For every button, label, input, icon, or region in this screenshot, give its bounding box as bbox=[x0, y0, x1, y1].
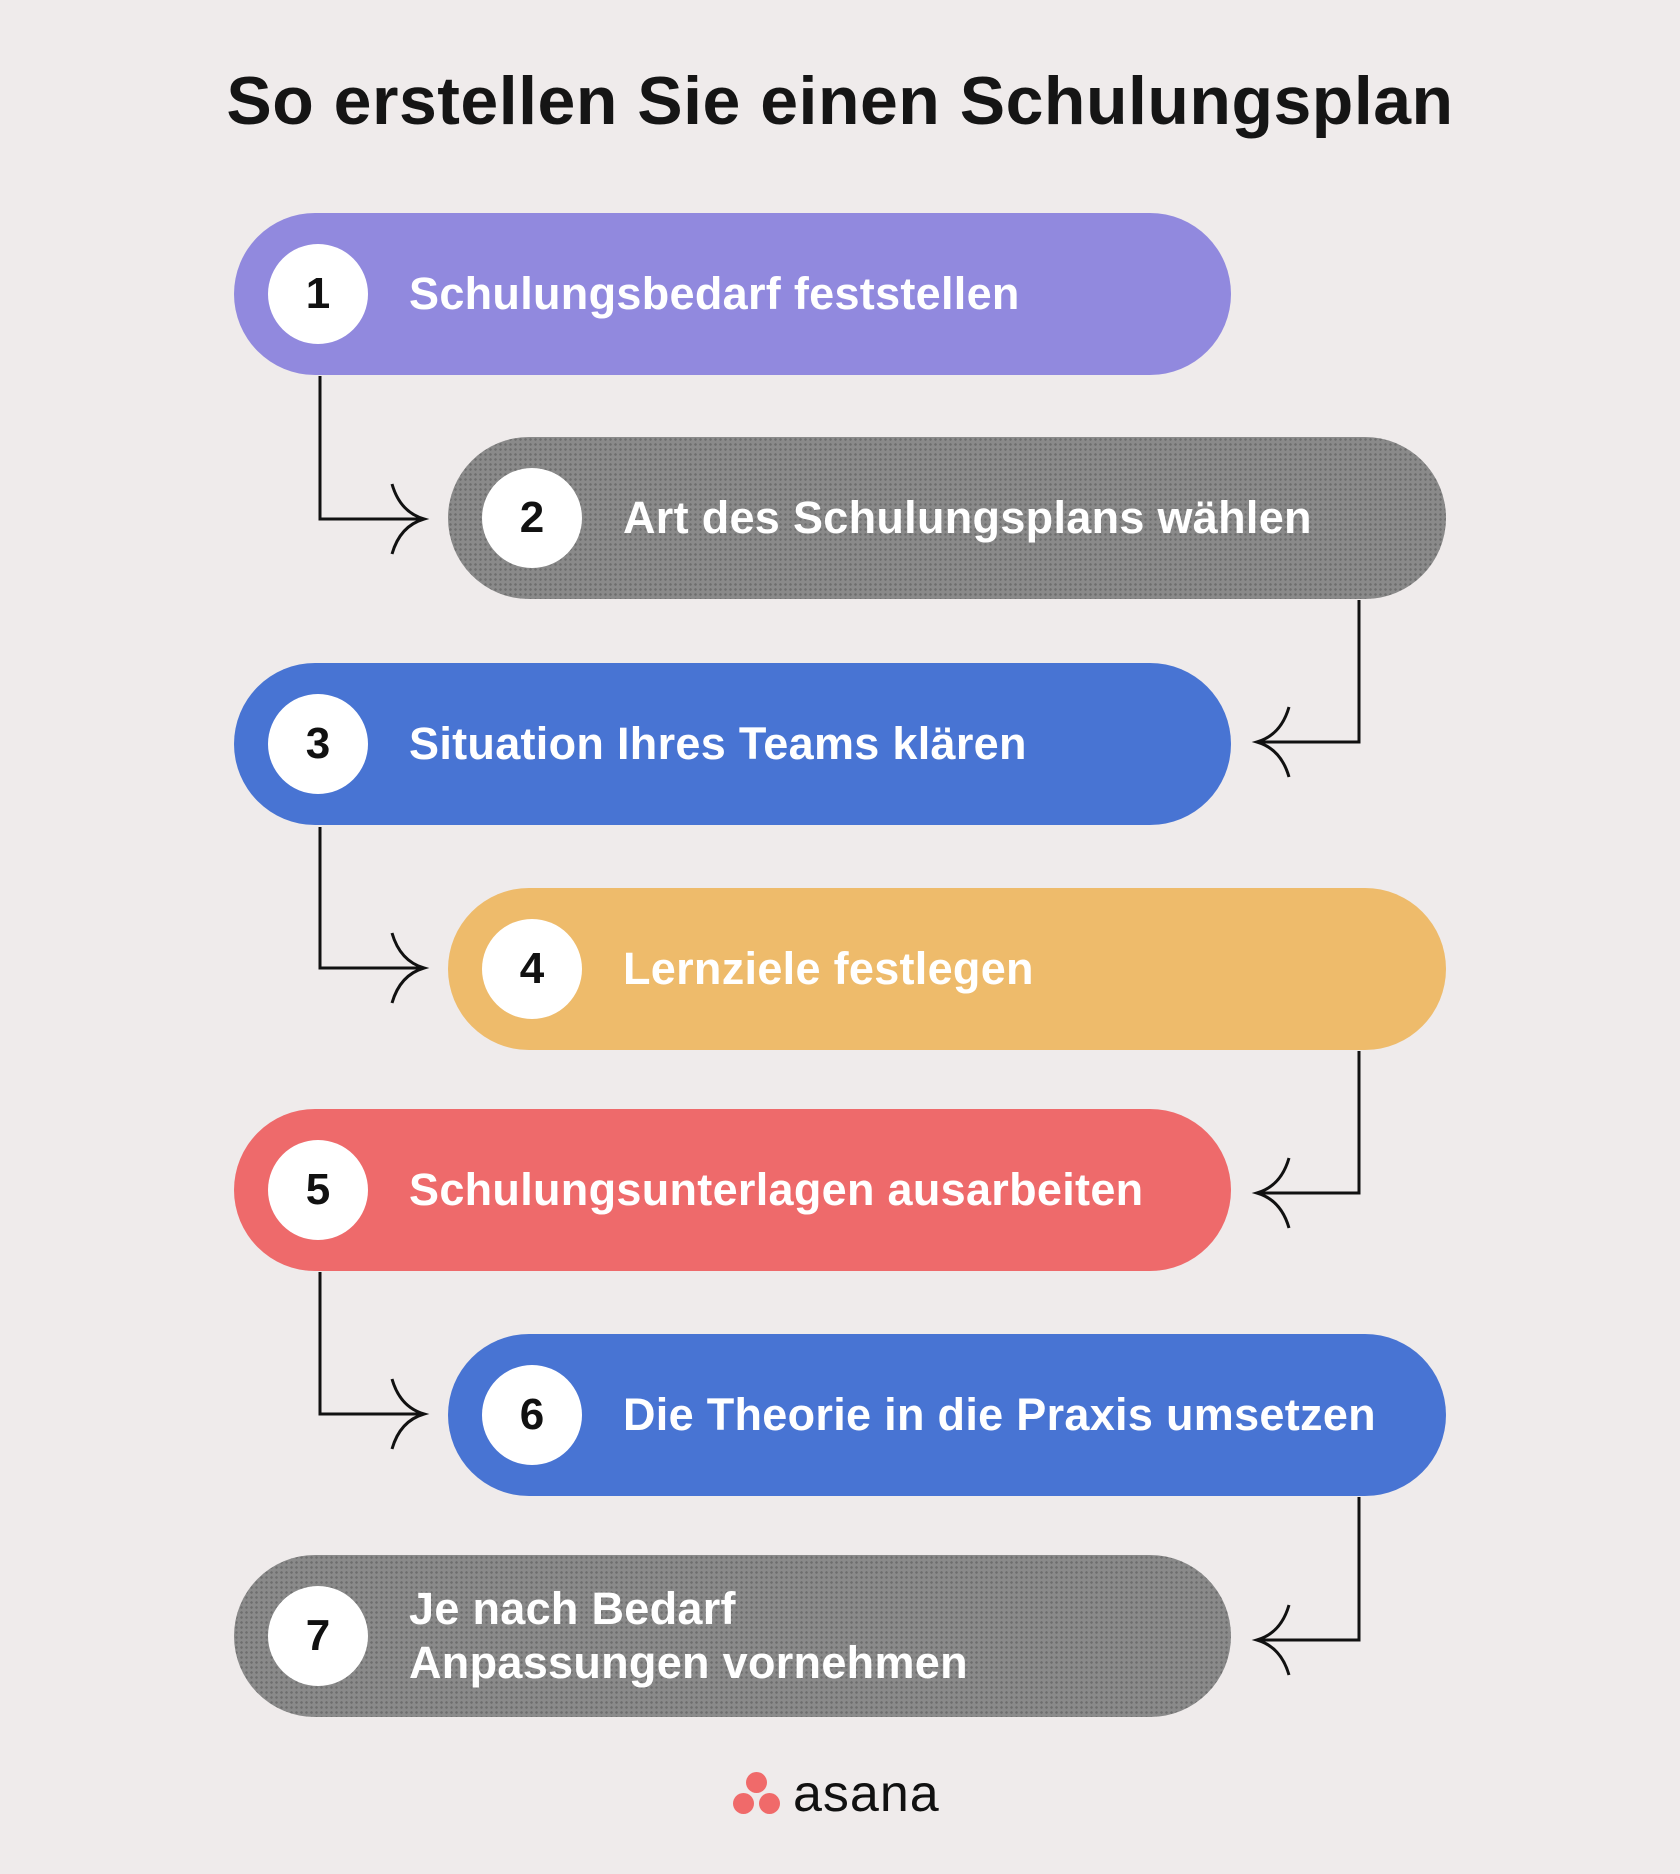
step-3 bbox=[234, 663, 1231, 825]
asana-logo bbox=[733, 1765, 940, 1823]
connector-2-3 bbox=[1257, 600, 1359, 742]
step-2 bbox=[448, 437, 1446, 599]
step-6 bbox=[448, 1334, 1446, 1496]
asana-three-dots-icon bbox=[733, 1772, 781, 1816]
step-7 bbox=[234, 1555, 1231, 1717]
step-4 bbox=[448, 888, 1446, 1050]
step-label: Schulungsbedarf feststellen bbox=[409, 268, 1020, 319]
step-number-badge: 5 bbox=[268, 1140, 368, 1240]
step-number-badge: 7 bbox=[268, 1586, 368, 1686]
step-label: Die Theorie in die Praxis umsetzen bbox=[623, 1389, 1376, 1440]
connector-6-7 bbox=[1257, 1497, 1359, 1640]
logo-text: asana bbox=[793, 1765, 940, 1823]
step-label: Situation Ihres Teams klären bbox=[409, 718, 1027, 769]
step-label: Schulungsunterlagen ausarbeiten bbox=[409, 1164, 1144, 1215]
step-label: Lernziele festlegen bbox=[623, 943, 1034, 994]
step-5 bbox=[234, 1109, 1231, 1271]
connector-1-2 bbox=[320, 376, 424, 519]
step-label: Je nach Bedarf Anpassungen vornehmen bbox=[409, 1583, 968, 1688]
step-number-badge: 1 bbox=[268, 244, 368, 344]
page-title: So erstellen Sie einen Schulungsplan bbox=[226, 63, 1454, 139]
step-number-badge: 6 bbox=[482, 1365, 582, 1465]
step-number-badge: 3 bbox=[268, 694, 368, 794]
step-number-badge: 4 bbox=[482, 919, 582, 1019]
connector-4-5 bbox=[1257, 1051, 1359, 1193]
connector-5-6 bbox=[320, 1272, 424, 1414]
step-1 bbox=[234, 213, 1231, 375]
step-label: Art des Schulungsplans wählen bbox=[623, 492, 1312, 543]
step-number-badge: 2 bbox=[482, 468, 582, 568]
connector-3-4 bbox=[320, 827, 424, 968]
